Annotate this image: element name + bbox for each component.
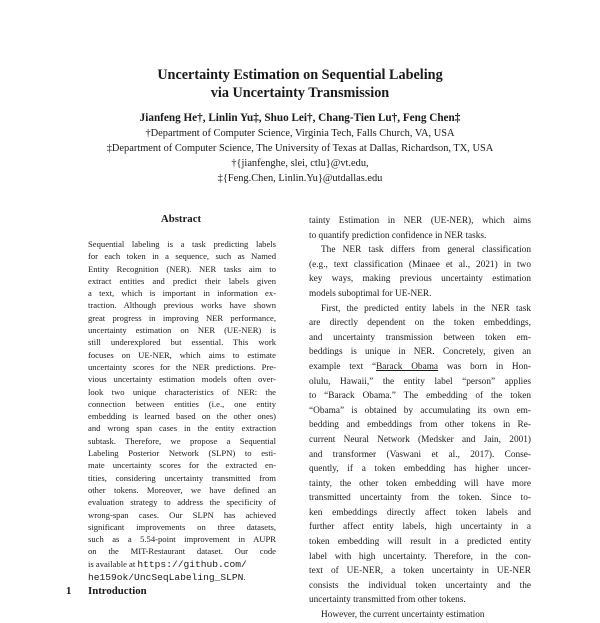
body-line: (e.g., text classification (Minaee et al., 2021) in two [309, 259, 531, 270]
affiliation-utd: ‡Department of Computer Science, The University of Texas at Dallas, Richardson, TX, USA [106, 143, 494, 154]
abstract-line: uncertainty estimation on NER (UE-NER) is [88, 325, 276, 336]
abstract-line: significant improvements on three datasets, [88, 521, 276, 532]
abstract-line: extract entities and predict their labels given [88, 275, 276, 286]
body-line: example text “Barack Obama was born in Hon- [309, 361, 531, 372]
affiliation-vt: †Department of Computer Science, Virginia Tech, Falls Church, VA, USA [145, 128, 455, 139]
author-list: Jianfeng He†, Linlin Yu‡, Shuo Lei†, Chang-Tien Lu†, Feng Chen‡ [139, 112, 461, 124]
body-line: transmitted uncertainty from the token. Since to- [309, 493, 531, 504]
abstract-url[interactable]: https://github.com/ [137, 558, 247, 570]
abstract-line: for each token in a sequence, such as Named [88, 251, 276, 262]
abstract-line: Labeling Posterior Network (SLPN) to esti- [88, 448, 276, 459]
abstract-line: look two unique characteristics of NER: the [88, 386, 276, 397]
abstract-line: wrong-span cases. Our SLPN has achieved [88, 509, 276, 520]
section-title: Introduction [88, 585, 147, 597]
abstract-body [88, 238, 276, 584]
body-line: olulu, Hawaii,” the entity label “person” applies [309, 376, 531, 387]
abstract-line: a text, which is important in information ex- [88, 288, 276, 299]
abstract-line: mate uncertainty scores for the extracted en- [88, 460, 276, 471]
abstract-line: connection between entities (i.e., one entity [88, 398, 276, 409]
body-line: current Neural Network (Medsker and Jain, 2001) [309, 434, 531, 445]
abstract-line: on the MIT-Restaurant dataset. Our code [88, 546, 276, 557]
right-column [309, 214, 531, 623]
body-line: text of UE-NER, a token uncertainty in UE-NER [309, 566, 531, 577]
body-line: further affect entity labels, high uncertainty in a [309, 522, 531, 533]
body-line: The NER task differs from general classification [321, 245, 531, 256]
email-utd: ‡{Feng.Chen, Linlin.Yu}@utdallas.edu [217, 173, 383, 184]
abstract-line: he159ok/UncSeqLabeling_SLPN. [88, 572, 246, 584]
abstract-url-cont[interactable]: he159ok/UncSeqLabeling_SLPN [88, 572, 244, 584]
body-line: label with high uncertainty. Therefore, in the con- [309, 551, 531, 562]
body-line: bedding and embeddings from other tokens in Re- [309, 420, 531, 431]
body-line: ken embeddings directly affect token labels and [309, 507, 531, 518]
abstract-line: focuses on UE-NER, which aims to estimate [88, 349, 276, 360]
section-number: 1 [66, 585, 72, 597]
body-line: First, the predicted entity labels in the NER task [321, 303, 531, 314]
body-line: are directly dependent on the token embeddings, [309, 318, 531, 329]
body-line: tainty, the other token embedding will have more [309, 478, 531, 489]
body-line: uncertainty transmitted from other tokens. [309, 595, 466, 606]
section-heading-introduction [66, 585, 147, 597]
abstract-line: evaluation strategy to address the specificity of [88, 497, 276, 508]
abstract-line: and wrong span cases in the entity extraction [88, 423, 276, 434]
body-line: key ways, making previous uncertainty estimation [309, 274, 531, 285]
abstract-line: Entity Recognition (NER). NER tasks aim to [88, 263, 276, 274]
body-line: “Obama” is obtained by accumulating its own em- [309, 405, 531, 416]
abstract-line: such as a 5.54-point improvement in AUPR [88, 534, 276, 545]
title-line-2: via Uncertainty Transmission [210, 85, 390, 101]
abstract-line: still underexplored but essential. This work [88, 337, 276, 348]
body-line: beddings is unique in NER. Concretely, given an [309, 347, 531, 358]
abstract-line: is available at https://github.com/ [88, 558, 247, 570]
abstract-line: great progress in improving NER performance, [88, 312, 276, 323]
body-line: quently, if a token embedding has higher uncer- [309, 464, 531, 475]
body-line: tainty Estimation in NER (UE-NER), which aims [309, 216, 531, 226]
paper-title [0, 66, 600, 102]
body-line: consists the individual token uncertainty and the [309, 580, 531, 591]
abstract-line: traction. Although previous works have shown [88, 300, 276, 311]
underlined-entity: Barack Obama [376, 361, 439, 372]
abstract-heading: Abstract [160, 213, 202, 225]
abstract-line: other tokens. Moreover, we have defined an [88, 484, 276, 495]
body-line: and transformer (Vaswani et al., 2017). Conse- [309, 449, 531, 460]
abstract-line: uncertainty scores for the NER predictions. Pre- [88, 361, 276, 372]
abstract-line: Sequential labeling is a task predicting labels [88, 239, 276, 249]
email-vt: †{jianfenghe, slei, ctlu}@vt.edu, [231, 158, 369, 169]
body-line: and uncertainty transmission between token em- [309, 332, 531, 343]
abstract-line: subtask. Therefore, we propose a Sequential [88, 435, 276, 446]
abstract-line: vious uncertainty estimation models often over- [88, 374, 276, 385]
body-line: models suboptimal for UE-NER. [309, 288, 432, 299]
title-line-1: Uncertainty Estimation on Sequential Labeling [157, 67, 443, 83]
body-line: token embedding will result in a predicted entity [309, 537, 531, 548]
body-line: However, the current uncertainty estimation [321, 610, 485, 621]
abstract-line: embedding is learned based on the other ones) [88, 411, 276, 422]
body-line: to “Barack Obama.” The embedding of the token [309, 391, 531, 402]
abstract-line: tities, considering uncertainty transmitted from [88, 472, 276, 483]
body-line: to quantify prediction confidence in NER tasks. [309, 230, 487, 241]
